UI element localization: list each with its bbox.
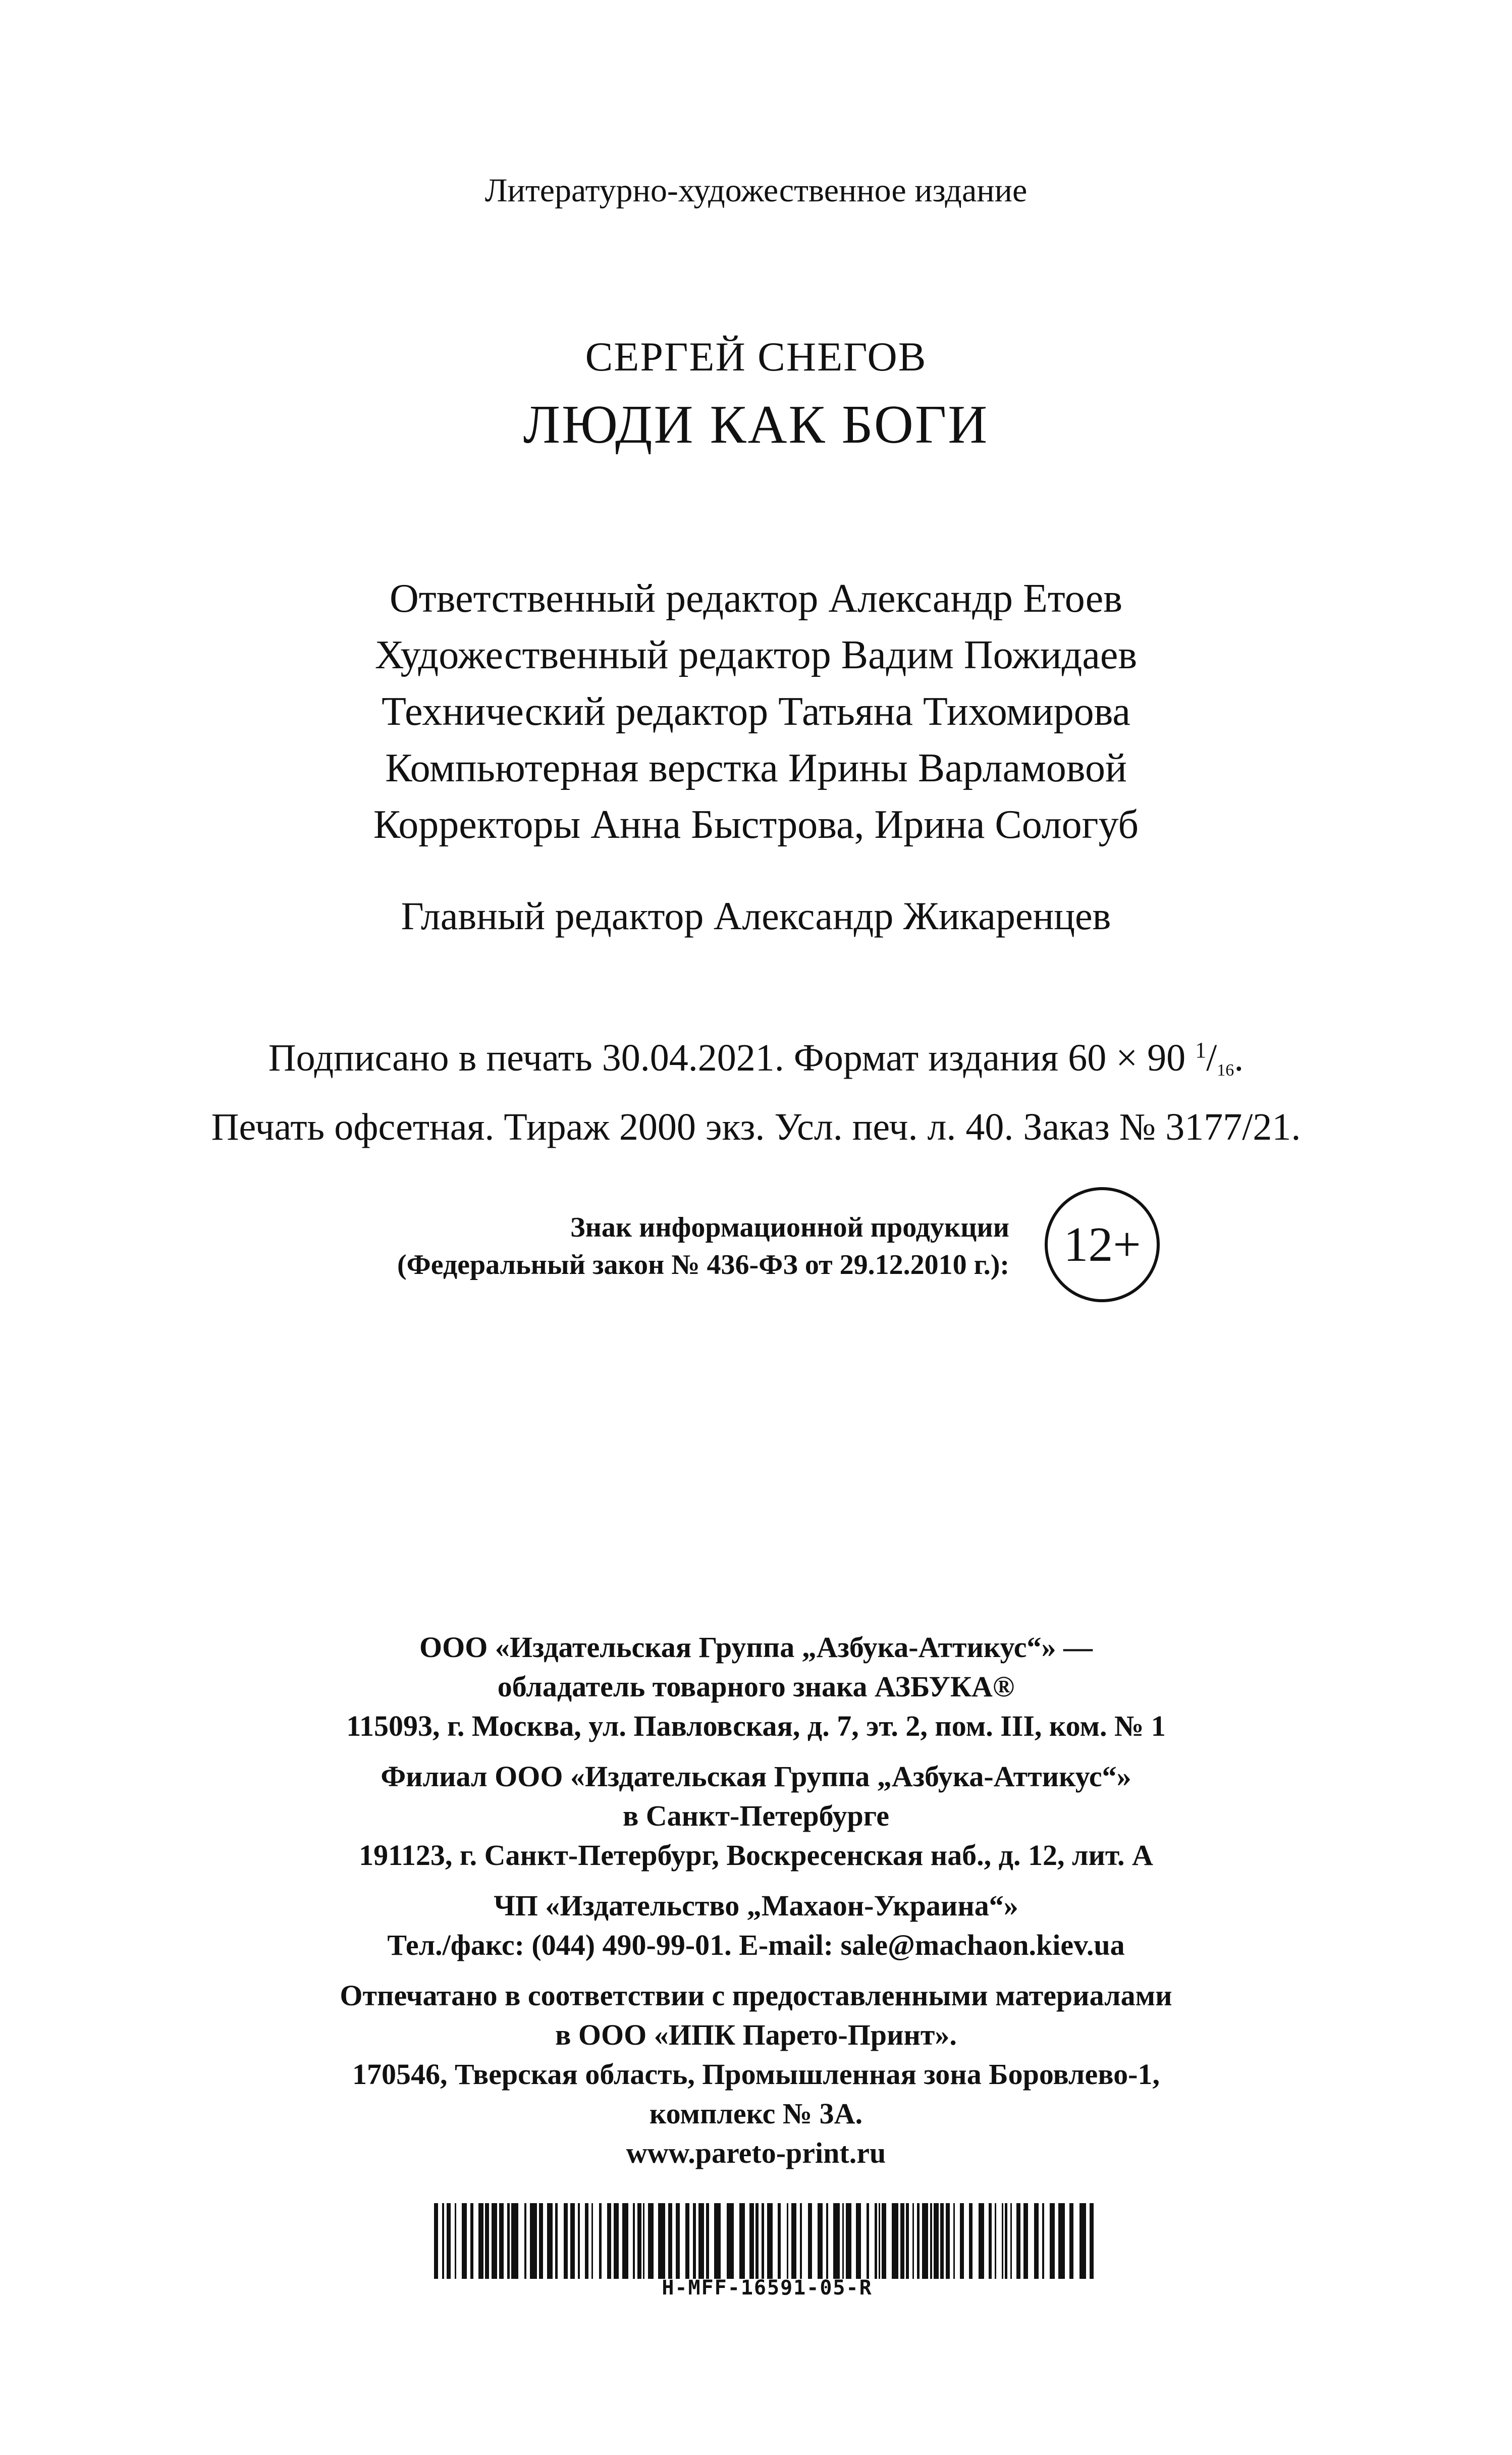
barcode-bar xyxy=(693,2203,696,2279)
barcode-bar xyxy=(989,2203,992,2279)
barcode-bar xyxy=(714,2203,721,2279)
barcode-bar xyxy=(564,2203,568,2279)
fraction-numerator: 1 xyxy=(1195,1038,1207,1062)
credit-line: Корректоры Анна Быстрова, Ирина Сологуб xyxy=(373,803,1139,847)
barcode-bar xyxy=(1079,2203,1086,2279)
fraction-denominator: 16 xyxy=(1217,1061,1234,1080)
barcode-bar xyxy=(969,2203,973,2279)
barcode-bar xyxy=(524,2203,526,2279)
credit-line: Художественный редактор Вадим Пожидаев xyxy=(374,633,1138,677)
spacer xyxy=(0,1875,1512,1886)
barcode-bar xyxy=(946,2203,950,2279)
credit-line: Технический редактор Татьяна Тихомирова xyxy=(382,689,1130,734)
barcode-bar xyxy=(808,2203,812,2279)
barcode-bar xyxy=(727,2203,734,2279)
publisher-line: обладатель товарного знака АЗБУКА® xyxy=(497,1670,1015,1703)
print-info-text: Подписано в печать 30.04.2021. Формат издания 60 × 90 xyxy=(268,1037,1196,1079)
barcode-bar xyxy=(900,2203,904,2279)
barcode-bar xyxy=(507,2203,510,2279)
barcode-bar xyxy=(953,2203,955,2279)
publisher-line: ООО «Издательская Группа „Азбука-Аттикус“» — xyxy=(419,1631,1093,1664)
publisher-line: www.pareto-print.ru xyxy=(626,2137,886,2169)
publisher-line: 191123, г. Санкт-Петербург, Воскресенская наб., д. 12, лит. А xyxy=(359,1839,1153,1872)
publisher-line: Тел./факс: (044) 490-99-01. E-mail: sale@machaon.kiev.ua xyxy=(387,1929,1125,1961)
barcode-bar xyxy=(455,2203,456,2279)
publisher-info xyxy=(0,1628,1512,2173)
publisher-line: в ООО «ИПК Парето-Принт». xyxy=(555,2018,957,2051)
barcode-bar xyxy=(934,2203,939,2279)
barcode-bar xyxy=(979,2203,984,2279)
publisher-line: в Санкт-Петербурге xyxy=(622,1799,890,1832)
barcode-bar xyxy=(492,2203,497,2279)
info-label-line-2: (Федеральный закон № 436-ФЗ от 29.12.2010 г.): xyxy=(397,1249,1009,1280)
barcode-bar xyxy=(1050,2203,1055,2279)
barcode-bar xyxy=(1069,2203,1073,2279)
book-title: ЛЮДИ КАК БОГИ xyxy=(523,395,989,455)
barcode-bar xyxy=(842,2203,844,2279)
print-info-line-2: Печать офсетная. Тираж 2000 экз. Усл. печ. л. 40. Заказ № 3177/21. xyxy=(211,1106,1301,1148)
barcode-bar xyxy=(485,2203,489,2279)
barcode-bar xyxy=(614,2203,619,2279)
print-info-suffix: . xyxy=(1234,1037,1244,1079)
barcode-bar xyxy=(622,2203,628,2279)
barcode-bar xyxy=(882,2203,886,2279)
barcode-bar xyxy=(499,2203,504,2279)
publisher-line: комплекс № 3А. xyxy=(649,2097,863,2130)
barcode-bar xyxy=(906,2203,909,2279)
barcode-bar xyxy=(1010,2203,1012,2279)
credit-line: Компьютерная верстка Ирины Варламовой xyxy=(385,746,1127,790)
barcode-bar xyxy=(658,2203,665,2279)
barcode-bar xyxy=(462,2203,467,2279)
barcode-bar xyxy=(447,2203,451,2279)
barcode-bar xyxy=(530,2203,537,2279)
barcode-bar xyxy=(685,2203,689,2279)
barcode-bar xyxy=(585,2203,588,2279)
barcode-bar xyxy=(762,2203,764,2279)
barcode-bar xyxy=(917,2203,920,2279)
print-info-line-1: Подписано в печать 30.04.2021. Формат издания 60 × 90 $^1/_{16}$. xyxy=(268,1037,1244,1080)
barcode-bar xyxy=(930,2203,932,2279)
barcode-bar xyxy=(739,2203,745,2279)
barcode-bar xyxy=(912,2203,914,2279)
barcode-bar xyxy=(1002,2203,1003,2279)
barcode-bar xyxy=(570,2203,575,2279)
spacer xyxy=(0,1746,1512,1757)
barcode-bar xyxy=(442,2203,444,2279)
print-info xyxy=(0,1022,1512,1155)
barcode-bar xyxy=(755,2203,759,2279)
barcode-bar xyxy=(879,2203,880,2279)
barcode-bar xyxy=(787,2203,788,2279)
barcode-bar xyxy=(637,2203,641,2279)
barcode-bar xyxy=(470,2203,473,2279)
barcode-bar xyxy=(846,2203,851,2279)
barcode-bar xyxy=(591,2203,593,2279)
barcode-bar xyxy=(668,2203,672,2279)
barcode-bar xyxy=(833,2203,840,2279)
barcode-bar xyxy=(778,2203,781,2279)
barcode-bar xyxy=(698,2203,704,2279)
barcode-bar xyxy=(676,2203,680,2279)
credit-line: Ответственный редактор Александр Етоев xyxy=(390,576,1122,621)
barcode-bar xyxy=(539,2203,543,2279)
info-product-label xyxy=(353,1209,1009,1284)
publisher-line: 170546, Тверская область, Промышленная зона Боровлево-1, xyxy=(352,2058,1160,2091)
barcode-bar xyxy=(1034,2203,1039,2279)
barcode-bar xyxy=(749,2203,754,2279)
barcode-bar xyxy=(547,2203,553,2279)
barcode-image xyxy=(434,2203,1100,2279)
chief-editor: Главный редактор Александр Жикаренцев xyxy=(401,894,1111,938)
credits-list xyxy=(0,570,1512,853)
barcode-bar xyxy=(511,2203,518,2279)
barcode-bar xyxy=(1090,2203,1094,2279)
barcode-bar xyxy=(1016,2203,1020,2279)
barcode-bar xyxy=(856,2203,861,2279)
barcode-bar xyxy=(940,2203,944,2279)
barcode-bar xyxy=(599,2203,602,2279)
info-label-line-1: Знак информационной продукции xyxy=(570,1212,1009,1243)
barcode-bar xyxy=(706,2203,709,2279)
barcode-bar xyxy=(922,2203,928,2279)
barcode-bar xyxy=(875,2203,877,2279)
barcode-bar xyxy=(867,2203,869,2279)
barcode-bar xyxy=(643,2203,644,2279)
barcode-bar xyxy=(767,2203,773,2279)
barcode-bar xyxy=(607,2203,611,2279)
barcode-bar xyxy=(578,2203,580,2279)
publisher-line: Филиал ООО «Издательская Группа „Азбука-Аттикус“» xyxy=(381,1760,1131,1793)
author-name: СЕРГЕЙ СНЕГОВ xyxy=(585,334,927,380)
barcode-bar xyxy=(1042,2203,1044,2279)
barcode-bar xyxy=(478,2203,483,2279)
barcode-bar xyxy=(800,2203,802,2279)
barcode-bar xyxy=(1023,2203,1028,2279)
barcode-bar xyxy=(995,2203,996,2279)
spacer xyxy=(0,1965,1512,1976)
barcode-bar xyxy=(555,2203,558,2279)
barcode-bar xyxy=(791,2203,796,2279)
age-rating-badge: 12+ xyxy=(1045,1187,1160,1302)
barcode-bar xyxy=(826,2203,828,2279)
barcode-bar xyxy=(648,2203,654,2279)
barcode-bar xyxy=(892,2203,898,2279)
barcode-bar xyxy=(1058,2203,1065,2279)
publisher-line: Отпечатано в соответствии с предоставленными материалами xyxy=(340,1979,1172,2012)
barcode-bar xyxy=(1005,2203,1007,2279)
publisher-line: ЧП «Издательство „Махаон-Украина“» xyxy=(494,1889,1018,1922)
barcode-bar xyxy=(434,2203,438,2279)
barcode-bar xyxy=(818,2203,823,2279)
barcode-code: H-MFF-16591-05-R xyxy=(662,2276,873,2300)
barcode-bar xyxy=(633,2203,635,2279)
publisher-line: 115093, г. Москва, ул. Павловская, д. 7, эт. 2, пом. III, ком. № 1 xyxy=(346,1710,1166,1742)
genre-label: Литературно-художественное издание xyxy=(484,172,1028,209)
barcode-bar xyxy=(960,2203,964,2279)
